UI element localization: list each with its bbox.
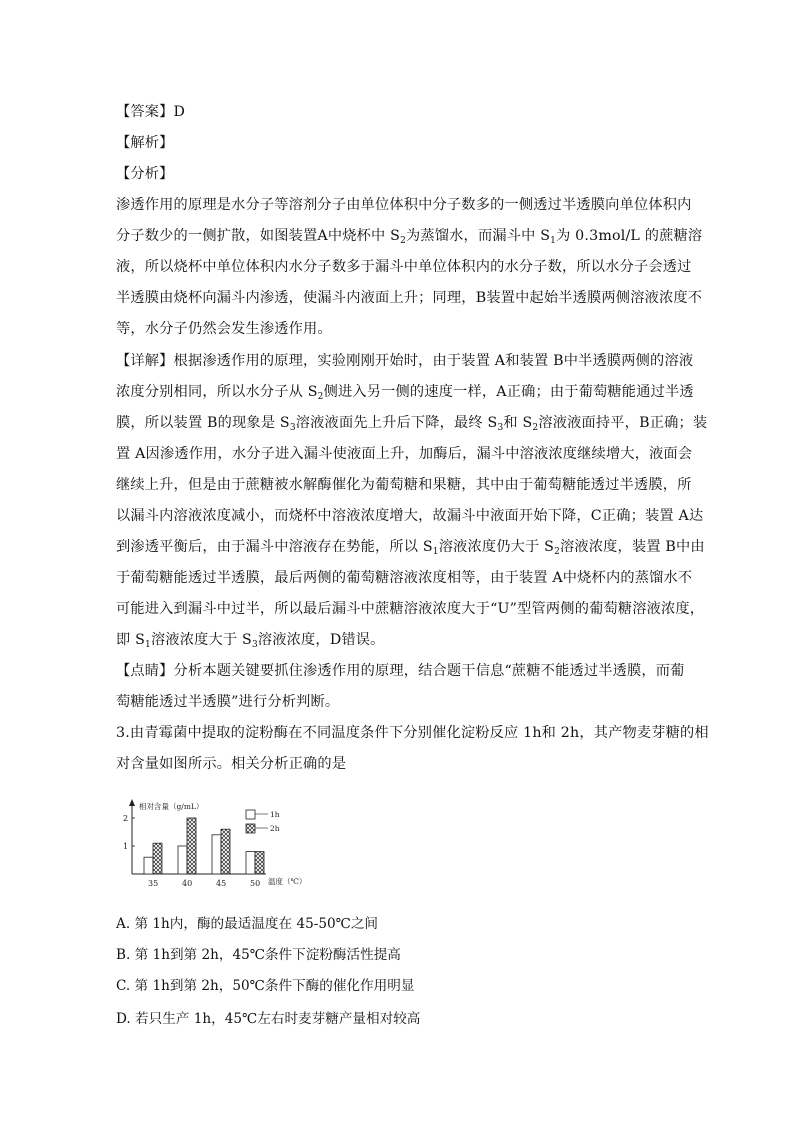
detail-line-1: 【详解】根据渗透作用的原理，实验刚刚开始时，由于装置 A和装置 B中半透膜两侧的溶液 [116, 353, 694, 369]
legend-swatch-2h [246, 824, 255, 833]
detail-line-4: 置 A因渗透作用，水分子进入漏斗使液面上升，加酶后，漏斗中溶液浓度继续增大，液面会 [116, 446, 693, 462]
bar-2h-50 [255, 852, 264, 874]
y-tick-label: 1 [123, 842, 129, 851]
fenxi-line-2: 分子数少的一侧扩散，如图装置A中烧杯中 $S_2$为蒸馏水，而漏斗中 $S_1$为 0.3mol/L 的蔗糖溶 [116, 228, 703, 246]
detail-line-2: 浓度分别相同，所以水分子从 $S_2$侧进入另一侧的速度一样，A正确；由于葡萄糖能通过半透 [116, 384, 694, 402]
y-axis-label: 相对含量（g/mL） [139, 802, 204, 811]
x-axis-label: 温度（℃） [268, 877, 307, 886]
bar-1h-35 [144, 857, 153, 874]
fenxi-line-5: 等，水分子仍然会发生渗透作用。 [116, 321, 332, 337]
option-b[interactable]: B. 第 1h到第 2h，45℃条件下淀粉酶活性提高 [116, 947, 401, 963]
x-tick-label: 45 [216, 879, 227, 888]
fenxi-line-1: 渗透作用的原理是水分子等溶剂分子由单位体积中分子数多的一侧透过半透膜向单位体积内 [116, 197, 692, 213]
dianjing-line-2: 萄糖能透过半透膜”进行分析判断。 [116, 694, 340, 710]
bar-1h-40 [178, 846, 187, 874]
bar-chart [118, 798, 308, 893]
bar-2h-35 [153, 843, 162, 874]
bar-2h-40 [187, 818, 196, 874]
x-tick-label: 40 [182, 879, 193, 888]
question-line-1: 3.由青霉菌中提取的淀粉酶在不同温度条件下分别催化淀粉反应 1h和 2h，其产物麦芽糖的相 [116, 725, 709, 741]
detail-line-8: 于葡萄糖能透过半透膜，最后两侧的葡萄糖溶液浓度相等，由于装置 A中烧杯内的蒸馏水不 [116, 570, 693, 586]
x-tick-label: 35 [148, 879, 159, 888]
legend-label-1h: 1h [270, 810, 280, 819]
y-axis-arrow [129, 799, 135, 806]
legend [246, 810, 280, 833]
option-a[interactable]: A. 第 1h内，酶的最适温度在 45-50℃之间 [116, 916, 379, 932]
bar-1h-45 [212, 835, 221, 874]
detail-line-3: 膜，所以装置 B的现象是 $S_3$溶液液面先上升后下降，最终 $S_3$和 $S_2$溶液液面持平，B正确；装 [116, 415, 708, 433]
bar-2h-45 [221, 829, 230, 874]
answer-line: 【答案】D [116, 104, 186, 120]
option-c[interactable]: C. 第 1h到第 2h，50℃条件下酶的催化作用明显 [116, 978, 415, 994]
bar-chart-svg [118, 798, 308, 893]
legend-label-2h: 2h [270, 824, 280, 833]
detail-line-9: 可能进入到漏斗中过半，所以最后漏斗中蔗糖溶液浓度大于“U”型管两侧的葡萄糖溶液浓度， [116, 601, 705, 617]
fenxi-line-3: 液，所以烧杯中单位体积内水分子数多于漏斗中单位体积内的水分子数，所以水分子会透过 [116, 259, 692, 275]
y-tick-label: 2 [123, 814, 129, 823]
legend-swatch-1h [246, 810, 255, 819]
question-line-2: 对含量如图所示。相关分析正确的是 [116, 756, 347, 772]
x-tick-label: 50 [250, 879, 261, 888]
detail-line-6: 以漏斗内溶液浓度减小，而烧杯中溶液浓度增大，故漏斗中液面开始下降，C正确；装置 A达 [116, 508, 704, 524]
fenxi-header: 【分析】 [116, 166, 174, 182]
detail-line-5: 继续上升，但是由于蔗糖被水解酶催化为葡萄糖和果糖，其中由于葡萄糖能透过半透膜，所 [116, 477, 692, 493]
analysis-header: 【解析】 [116, 135, 174, 151]
bar-1h-50 [246, 852, 255, 874]
detail-line-10: 即 $S_1$溶液浓度大于 $S_3$溶液浓度，D错误。 [116, 632, 385, 650]
fenxi-line-4: 半透膜由烧杯向漏斗内渗透，使漏斗内液面上升；同理，B装置中起始半透膜两侧溶液浓度不 [116, 290, 703, 306]
detail-line-7: 到渗透平衡后，由于漏斗中溶液存在势能，所以 $S_1$溶液浓度仍大于 $S_2$溶液浓度，装置 B中由 [116, 539, 705, 557]
option-d[interactable]: D. 若只生产 1h，45℃左右时麦芽糖产量相对较高 [116, 1011, 421, 1027]
dianjing-line-1: 【点睛】分析本题关键要抓住渗透作用的原理，结合题干信息“蔗糖不能透过半透膜，而葡 [116, 663, 685, 679]
